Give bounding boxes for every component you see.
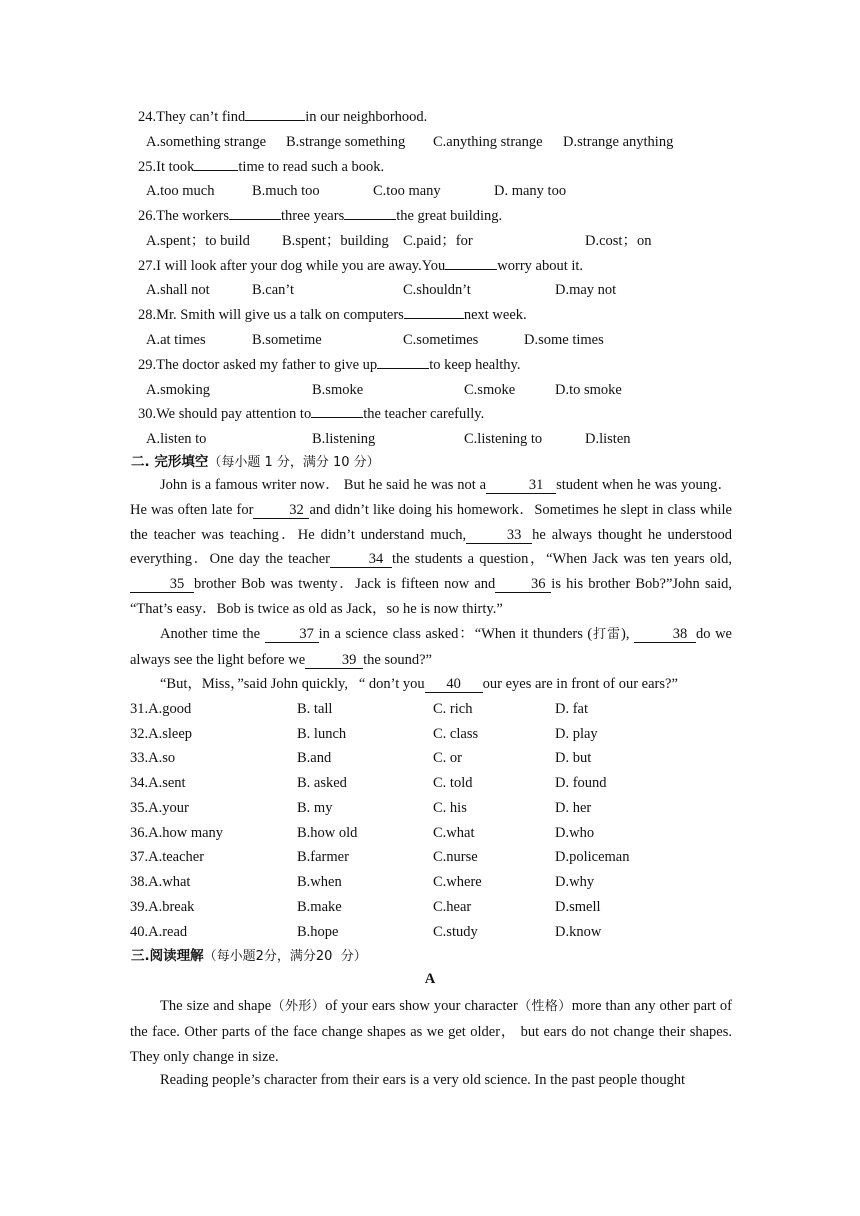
option-b: B.can’t — [252, 282, 295, 298]
option-a: 37.A.teacher — [130, 849, 205, 865]
cloze-blank-35: 35 — [130, 576, 194, 593]
option-c: C.sometimes — [403, 332, 479, 348]
option-d: D. found — [555, 775, 607, 791]
cloze-text: brother Bob was twenty．Jack is fifteen now and — [194, 576, 496, 593]
question-text: three years — [281, 208, 345, 224]
cloze-paragraph-1 — [130, 473, 732, 622]
passage-label: A — [424, 971, 436, 987]
cloze-text: in a science class asked：“When it thunders ( — [318, 626, 593, 642]
option-b: B.when — [297, 874, 342, 890]
option-b: B.and — [297, 750, 332, 766]
cloze-text: and didn’t like doing his homework．Sometimes he slept in class while the teacher was teaching．He didn’t understand much, — [130, 501, 732, 543]
question-text: 27.I will look after your dog while you are away.You — [138, 258, 446, 274]
option-c: C. told — [433, 775, 473, 791]
cloze-text: is his brother Bob?”John said, “That’s easy．Bob is twice as old as Jack，so he is now thirty.” — [130, 576, 732, 617]
option-c: C.shouldn’t — [403, 282, 471, 298]
question-text: in our neighborhood. — [305, 109, 428, 125]
answer-blank — [377, 368, 429, 369]
question-text: 30.We should pay attention to — [138, 406, 312, 422]
option-a: A.too much — [146, 183, 215, 199]
option-a: A.smoking — [146, 382, 211, 398]
passage-text: Reading people’s character from their ears is a very old science. In the past people thought — [160, 1072, 686, 1088]
option-a: 35.A.your — [130, 800, 189, 816]
question-27 — [138, 256, 583, 276]
cloze-blank-36: 36 — [495, 576, 551, 593]
option-b: B.much too — [252, 183, 320, 199]
option-c: C. or — [433, 750, 462, 766]
option-d: D.may not — [555, 282, 617, 298]
option-c: C.what — [433, 825, 475, 841]
option-b: B.strange something — [286, 134, 406, 150]
answer-blank — [229, 219, 281, 220]
cloze-blank-34: 34 — [330, 551, 392, 568]
cloze-text: the sound?” — [363, 651, 432, 668]
section-title: 三.阅读理解 — [131, 948, 204, 964]
cloze-text: ), — [621, 626, 630, 642]
section-3-heading — [131, 946, 367, 967]
option-a: 33.A.so — [130, 750, 176, 766]
option-a: 38.A.what — [130, 874, 191, 890]
option-b: B.smoke — [312, 382, 364, 398]
option-c: C.anything strange — [433, 134, 543, 150]
question-text: next week. — [463, 307, 527, 323]
option-a: 32.A.sleep — [130, 726, 193, 742]
cloze-text: student when he was young．He was often late for — [130, 477, 732, 518]
cloze-text: he always thought he understood everything．One day the teacher — [130, 526, 732, 568]
option-c: C.paid；for — [403, 233, 473, 249]
question-text: 28.Mr. Smith will give us a talk on computers — [138, 307, 404, 323]
option-a: 31.A.good — [130, 701, 192, 717]
question-25 — [138, 157, 384, 177]
passage-paragraph-2 — [130, 1068, 732, 1093]
option-b: B.sometime — [252, 332, 322, 348]
answer-blank — [445, 269, 497, 270]
cloze-text: our eyes are in front of our ears?” — [482, 676, 678, 692]
question-24 — [138, 107, 427, 127]
option-b: B. tall — [297, 701, 333, 717]
option-d: D.strange anything — [563, 134, 674, 150]
question-text: the great building. — [396, 208, 503, 224]
cloze-text: “But，Miss，”said John quickly, “ don’t you — [160, 676, 425, 692]
question-30 — [138, 404, 484, 424]
cloze-blank-40: 40 — [425, 676, 483, 693]
question-text: 29.The doctor asked my father to give up — [138, 357, 378, 373]
cloze-text: Another time the — [160, 626, 261, 642]
question-text: 26.The workers — [138, 208, 230, 224]
answer-blank — [404, 318, 464, 319]
section-note: （每小题 1 分，满分 10 分） — [208, 455, 380, 470]
option-b: B.spent；building — [282, 233, 389, 249]
option-b: B.farmer — [297, 849, 349, 865]
option-d: D.cost；on — [585, 233, 652, 249]
section-title: 二. 完形填空 — [131, 454, 209, 470]
option-a: 36.A.how many — [130, 825, 224, 841]
option-c: C. rich — [433, 701, 473, 717]
cloze-blank-37: 37 — [265, 626, 319, 643]
option-c: C.hear — [433, 899, 472, 915]
passage-text: The size and shape — [160, 998, 272, 1014]
chinese-gloss: （外形） — [271, 999, 326, 1014]
question-29 — [138, 355, 520, 375]
option-a: 39.A.break — [130, 899, 195, 915]
option-a: 34.A.sent — [130, 775, 186, 791]
passage-paragraph-1 — [130, 994, 732, 1069]
cloze-blank-38: 38 — [634, 626, 696, 643]
cloze-paragraph-3 — [160, 674, 678, 694]
answer-blank — [194, 170, 238, 171]
option-d: D. her — [555, 800, 592, 816]
option-d: D. many too — [494, 183, 567, 199]
option-b: B. my — [297, 800, 333, 816]
cloze-blank-39: 39 — [305, 652, 363, 669]
option-c: C.too many — [373, 183, 441, 199]
question-text: 25.It took — [138, 159, 195, 175]
option-b: B.hope — [297, 924, 339, 940]
option-b: B. lunch — [297, 726, 347, 742]
option-d: D.why — [555, 874, 595, 890]
cloze-paragraph-2 — [130, 622, 732, 673]
option-c: C.nurse — [433, 849, 478, 865]
option-d: D.some times — [524, 332, 604, 348]
section-note: （每小题2分，满分20 分） — [203, 949, 367, 964]
option-c: C.listening to — [464, 431, 543, 447]
cloze-text: the students a question，“When Jack was ten years old, — [391, 551, 732, 568]
option-a: A.listen to — [146, 431, 207, 447]
option-d: D.who — [555, 825, 595, 841]
option-b: B.how old — [297, 825, 358, 841]
chinese-gloss: 打雷 — [592, 627, 622, 642]
option-d: D. fat — [555, 701, 589, 717]
option-a: A.at times — [146, 332, 206, 348]
option-a: A.spent；to build — [146, 233, 250, 249]
option-c: C. class — [433, 726, 479, 742]
answer-blank — [344, 219, 396, 220]
option-a: 40.A.read — [130, 924, 188, 940]
question-text: to keep healthy. — [429, 357, 521, 373]
question-text: worry about it. — [497, 258, 584, 274]
option-d: D. play — [555, 726, 598, 742]
cloze-text: do we always see the light before we — [130, 626, 732, 668]
section-2-heading — [131, 452, 380, 473]
question-28 — [138, 305, 527, 325]
cloze-blank-33: 33 — [466, 527, 532, 544]
option-c: C.where — [433, 874, 482, 890]
option-a: A.shall not — [146, 282, 210, 298]
answer-blank — [311, 417, 363, 418]
option-d: D. but — [555, 750, 592, 766]
option-b: B.make — [297, 899, 342, 915]
option-d: D.listen — [585, 431, 631, 447]
question-26 — [138, 206, 502, 226]
option-d: D.policeman — [555, 849, 630, 865]
chinese-gloss: （性格） — [517, 999, 572, 1014]
answer-blank — [245, 120, 305, 121]
question-text: time to read such a book. — [238, 159, 385, 175]
cloze-blank-31: 31 — [486, 477, 556, 494]
question-text: 24.They can’t find — [138, 109, 246, 125]
option-b: B.listening — [312, 431, 376, 447]
passage-text: of your ears show your character — [325, 998, 518, 1014]
option-c: C.study — [433, 924, 478, 940]
option-c: C.smoke — [464, 382, 516, 398]
question-text: the teacher carefully. — [363, 406, 485, 422]
option-a: A.something strange — [146, 134, 267, 150]
option-c: C. his — [433, 800, 467, 816]
option-d: D.smell — [555, 899, 601, 915]
option-d: D.know — [555, 924, 602, 940]
option-b: B. asked — [297, 775, 347, 791]
option-d: D.to smoke — [555, 382, 622, 398]
passage-text: more than any other part of the face. Other parts of the face change shapes as we get older， but ears do not change their shapes. They only change in size. — [130, 998, 732, 1065]
cloze-blank-32: 32 — [253, 502, 309, 519]
cloze-text: John is a famous writer now． But he said he was not a — [160, 477, 487, 493]
